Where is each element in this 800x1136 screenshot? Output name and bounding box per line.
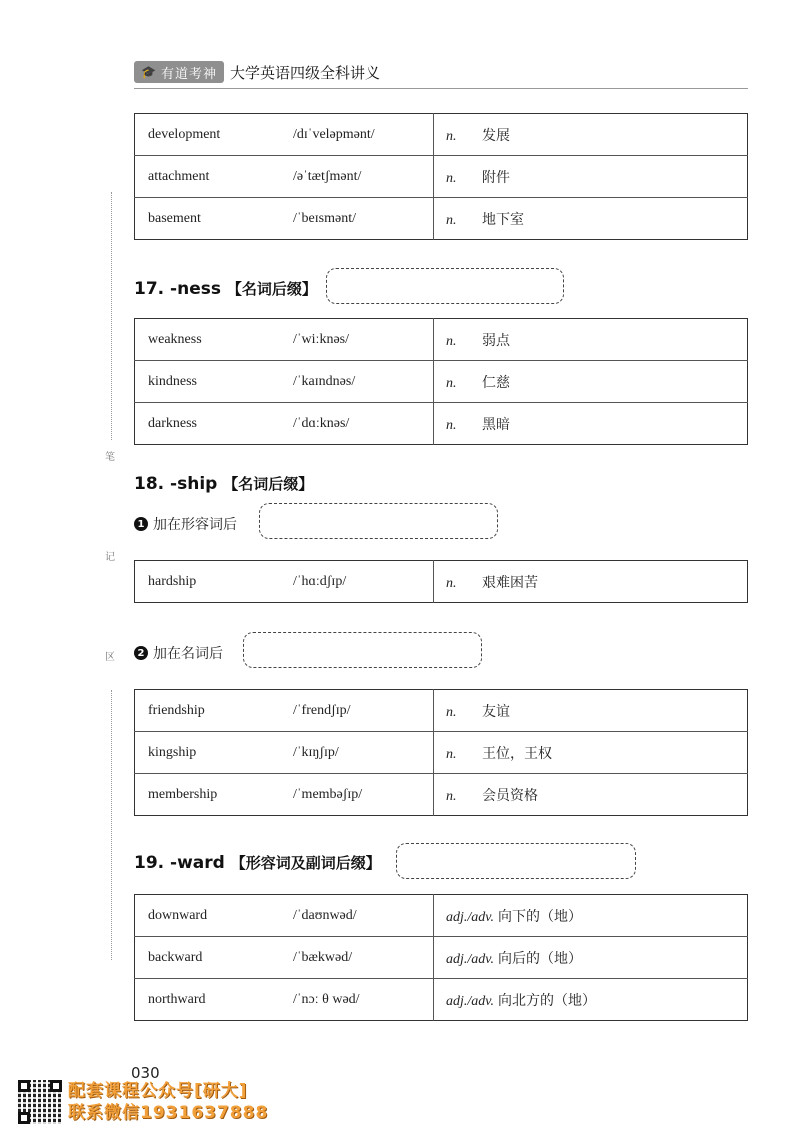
meaning-text: 发展 <box>482 127 510 144</box>
section-number: 19. <box>134 853 165 873</box>
vocab-table-ship-noun <box>134 689 748 816</box>
meaning-cell <box>434 361 748 403</box>
meaning-text: 王位，王权 <box>482 745 552 762</box>
section-tag: 【形容词及副词后缀】 <box>230 854 381 872</box>
vocab-table-ness <box>134 318 748 445</box>
meaning-cell <box>434 979 748 1021</box>
phonetic-cell: /ˈfrendʃɪp/ <box>293 690 434 732</box>
phonetic-cell: /ˈdɑːknəs/ <box>293 403 434 445</box>
part-of-speech: adj./adv. <box>446 993 494 1009</box>
word-cell: kindness <box>135 361 294 403</box>
phonetic-cell: /ˈmembəʃɪp/ <box>293 774 434 816</box>
meaning-cell <box>434 403 748 445</box>
table-row <box>135 732 748 774</box>
phonetic-cell: /ˈdaʊnwəd/ <box>293 895 434 937</box>
word-cell: northward <box>148 991 206 1007</box>
section-title-19 <box>134 852 381 873</box>
phonetic-cell: /ˈbækwəd/ <box>293 937 434 979</box>
section-tag: 【名词后缀】 <box>226 280 317 298</box>
section-tag: 【名词后缀】 <box>223 475 314 493</box>
section-suffix: -ward <box>170 853 225 873</box>
table-row <box>135 979 748 1021</box>
meaning-text: 艰难困苦 <box>482 574 538 591</box>
section-number: 17. <box>134 279 165 299</box>
qr-corner <box>18 1080 30 1092</box>
word-cell: attachment <box>135 156 294 198</box>
note-box-19[interactable] <box>396 843 636 879</box>
meaning-text: 向下的（地） <box>497 908 582 925</box>
section-suffix: -ness <box>170 279 221 299</box>
notes-margin-bottom <box>111 690 112 960</box>
meaning-cell <box>434 198 748 240</box>
meaning-text: 会员资格 <box>482 787 538 804</box>
section-number: 18. <box>134 474 165 494</box>
page-header <box>134 58 380 86</box>
note-box-18-2[interactable] <box>243 632 482 668</box>
phonetic-cell: /ˈhɑːdʃɪp/ <box>293 561 434 603</box>
graduation-cap-icon: 🎓 <box>141 65 157 79</box>
notes-margin-top <box>111 192 112 440</box>
meaning-cell <box>434 732 748 774</box>
word-cell: darkness <box>148 415 197 431</box>
part-of-speech: n. <box>446 746 457 762</box>
meaning-cell <box>434 319 748 361</box>
phonetic-cell: /dɪˈveləpmənt/ <box>293 114 434 156</box>
table-row <box>135 114 748 156</box>
part-of-speech: n. <box>446 212 457 228</box>
table-row <box>135 403 748 445</box>
part-of-speech: adj./adv. <box>446 909 494 925</box>
promo-line-2: 联系微信1931637888 <box>68 1103 269 1123</box>
page-number: 030 <box>131 1064 160 1082</box>
table-row <box>135 319 748 361</box>
table-row <box>135 895 748 937</box>
section-title-17 <box>134 278 317 299</box>
meaning-text: 向后的（地） <box>497 950 582 967</box>
table-row <box>135 361 748 403</box>
word-cell: kingship <box>135 732 294 774</box>
word-cell: membership <box>148 786 218 802</box>
phonetic-cell: /ˈwiːknəs/ <box>293 319 434 361</box>
promo-text <box>68 1080 268 1124</box>
part-of-speech: n. <box>446 128 457 144</box>
part-of-speech: n. <box>446 170 457 186</box>
meaning-text: 向北方的（地） <box>497 992 596 1009</box>
note-box-18-1[interactable] <box>259 503 498 539</box>
meaning-text: 友谊 <box>482 703 510 720</box>
circled-number: 2 <box>134 646 148 660</box>
meaning-text: 弱点 <box>482 332 510 349</box>
meaning-cell <box>434 774 748 816</box>
qr-code-icon[interactable] <box>18 1080 62 1124</box>
subsection-text: 加在名词后 <box>153 646 223 662</box>
table-row <box>135 561 748 603</box>
circled-number: 1 <box>134 517 148 531</box>
vocab-table-ward <box>134 894 748 1021</box>
meaning-cell <box>434 561 748 603</box>
notes-label-3: 区 <box>105 652 115 663</box>
subsection-18-1 <box>134 514 237 534</box>
table-row <box>135 156 748 198</box>
part-of-speech: adj./adv. <box>446 951 494 967</box>
part-of-speech: n. <box>446 704 457 720</box>
notes-label-1: 笔 <box>105 452 115 463</box>
part-of-speech: n. <box>446 575 457 591</box>
vocab-table-ment <box>134 113 748 240</box>
meaning-cell <box>434 690 748 732</box>
part-of-speech: n. <box>446 375 457 391</box>
part-of-speech: n. <box>446 788 457 804</box>
publisher-logo <box>134 61 224 83</box>
qr-corner <box>18 1112 30 1124</box>
header-rule <box>134 88 748 89</box>
word-cell: basement <box>148 210 201 226</box>
qr-corner <box>50 1080 62 1092</box>
word-cell: development <box>135 114 294 156</box>
table-row <box>135 774 748 816</box>
subsection-18-2 <box>134 643 223 663</box>
phonetic-cell: /ˈkɪŋʃɪp/ <box>293 732 434 774</box>
meaning-text: 附件 <box>482 169 510 186</box>
meaning-cell <box>434 937 748 979</box>
section-suffix: -ship <box>170 474 218 494</box>
subsection-text: 加在形容词后 <box>153 517 237 533</box>
phonetic-cell: /ˈbeɪsmənt/ <box>293 198 434 240</box>
part-of-speech: n. <box>446 333 457 349</box>
meaning-cell <box>434 895 748 937</box>
meaning-text: 地下室 <box>482 211 524 228</box>
part-of-speech: n. <box>446 417 457 433</box>
note-box-17[interactable] <box>326 268 564 304</box>
phonetic-cell: /ˈkaɪndnəs/ <box>293 361 434 403</box>
word-cell: downward <box>135 895 294 937</box>
section-title-18 <box>134 473 313 494</box>
word-cell: hardship <box>148 573 197 589</box>
phonetic-cell: /əˈtætʃmənt/ <box>293 156 434 198</box>
footer-promo <box>18 1080 268 1124</box>
meaning-cell <box>434 156 748 198</box>
logo-text: 有道考神 <box>160 66 217 82</box>
meaning-text: 黑暗 <box>482 416 510 433</box>
meaning-cell <box>434 114 748 156</box>
table-row <box>135 690 748 732</box>
notes-label-2: 记 <box>105 552 115 563</box>
word-cell: weakness <box>135 319 294 361</box>
table-row <box>135 937 748 979</box>
book-title: 大学英语四级全科讲义 <box>230 63 381 82</box>
phonetic-cell: /ˈnɔː θ wəd/ <box>293 979 434 1021</box>
word-cell: friendship <box>135 690 294 732</box>
promo-line-1: 配套课程公众号[研大] <box>68 1081 248 1101</box>
vocab-table-ship-adj <box>134 560 748 603</box>
table-row <box>135 198 748 240</box>
word-cell: backward <box>135 937 294 979</box>
meaning-text: 仁慈 <box>482 374 510 391</box>
